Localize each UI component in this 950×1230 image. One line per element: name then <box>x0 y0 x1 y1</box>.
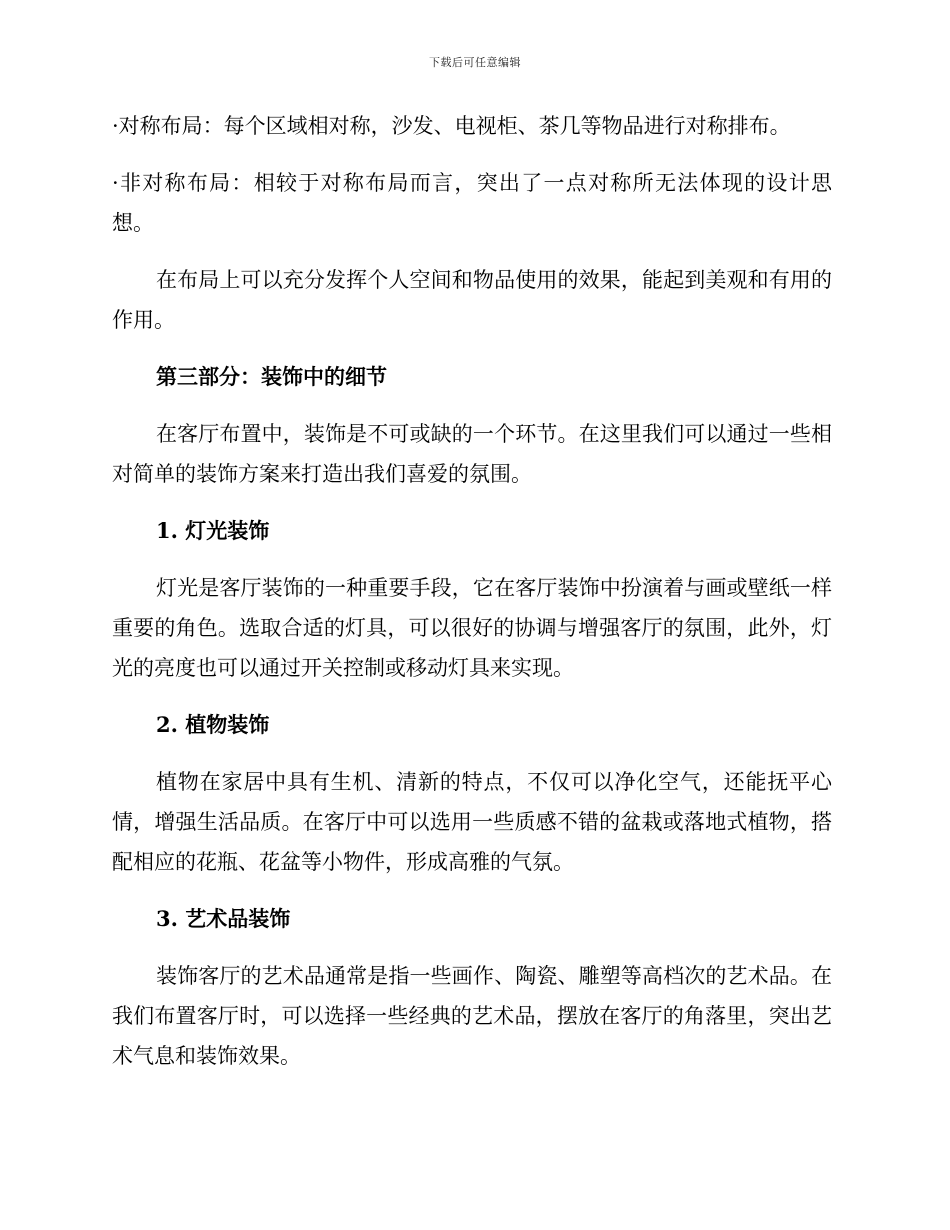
paragraph-lighting: 灯光是客厅装饰的一种重要手段，它在客厅装饰中扮演着与画或壁纸一样重要的角色。选取合适的灯具，可以很好的协调与增强客厅的氛围，此外，灯光的亮度也可以通过开关控制或移动灯具来实现。 <box>112 576 832 680</box>
subheading-art: 3. 艺术品装饰 <box>156 906 291 931</box>
subheading-plants: 2. 植物装饰 <box>156 712 270 737</box>
section-heading-part3: 第三部分：装饰中的细节 <box>156 364 387 389</box>
paragraph-layout-summary: 在布局上可以充分发挥个人空间和物品使用的效果，能起到美观和有用的作用。 <box>112 268 832 332</box>
paragraph-symmetric-layout: ·对称布局：每个区域相对称，沙发、电视柜、茶几等物品进行对称排布。 <box>112 114 791 138</box>
page-header: 下载后可任意编辑 <box>429 56 521 69</box>
subheading-lighting: 1. 灯光装饰 <box>156 518 270 543</box>
paragraph-plants: 植物在家居中具有生机、清新的特点，不仅可以净化空气，还能抚平心情，增强生活品质。在客厅中可以选用一些质感不错的盆栽或落地式植物，搭配相应的花瓶、花盆等小物件，形成高雅的气氛。 <box>112 770 832 874</box>
paragraph-art: 装饰客厅的艺术品通常是指一些画作、陶瓷、雕塑等高档次的艺术品。在我们布置客厅时，可以选择一些经典的艺术品，摆放在客厅的角落里，突出艺术气息和装饰效果。 <box>112 964 832 1068</box>
document-body <box>112 106 832 1093</box>
paragraph-asymmetric-layout: ·非对称布局：相较于对称布局而言，突出了一点对称所无法体现的设计思想。 <box>112 171 832 235</box>
paragraph-decoration-intro: 在客厅布置中，装饰是不可或缺的一个环节。在这里我们可以通过一些相对简单的装饰方案来打造出我们喜爱的氛围。 <box>112 422 832 486</box>
